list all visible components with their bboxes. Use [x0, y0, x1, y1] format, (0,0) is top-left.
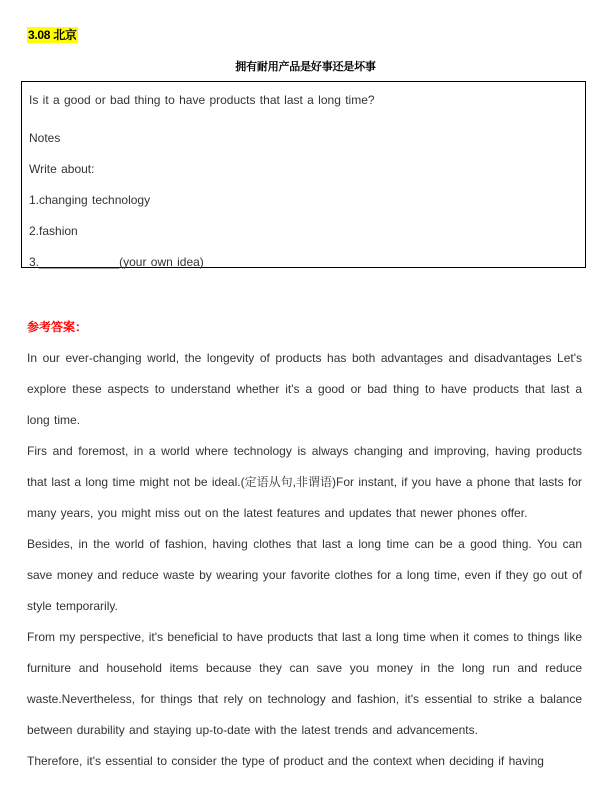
- essay-body: [27, 343, 582, 777]
- reference-answer-label: 参考答案：: [27, 320, 88, 334]
- task-point-3: 3.____________(your own idea): [29, 255, 204, 269]
- task-notes-label: Notes: [29, 131, 61, 145]
- task-point-2: 2.fashion: [29, 224, 78, 238]
- essay-paragraph-intro: In our ever-changing world, the longevity of products has both advantages and disadvantages Let's explore these aspects to understand whether it's a good or bad thing to have products that last a long time.: [27, 351, 582, 427]
- task-point-1: 1.changing technology: [29, 193, 151, 207]
- date-location-tag: 3.08 北京: [28, 28, 77, 42]
- essay-paragraph-conclusion: Therefore, it's essential to consider the type of product and the context when deciding if having: [27, 754, 544, 768]
- task-prompt-box: [21, 81, 586, 268]
- essay-paragraph-technology: Firs and foremost, in a world where technology is always changing and improving, having products that last a long time might not be ideal.(定语从句,非谓语)For instant, if you have a phone that lasts for many years, you might miss out on the latest features and updates that newer phones offer.: [27, 444, 582, 520]
- task-question: Is it a good or bad thing to have products that last a long time?: [29, 93, 375, 107]
- essay-paragraph-fashion: Besides, in the world of fashion, having clothes that last a long time can be a good thing. You can save money and reduce waste by wearing your favorite clothes for a long time, even if they go out of style temporarily.: [27, 537, 582, 613]
- task-write-about: Write about:: [29, 162, 95, 176]
- document-title: 拥有耐用产品是好事还是坏事: [235, 61, 376, 73]
- essay-paragraph-perspective: From my perspective, it's beneficial to have products that last a long time when it comes to things like furniture and household items because they can save you money in the long run and reduce waste.Nevertheless, for things that rely on technology and fashion, it's essential to strike a balance between durability and staying up-to-date with the latest trends and advancements.: [27, 630, 582, 737]
